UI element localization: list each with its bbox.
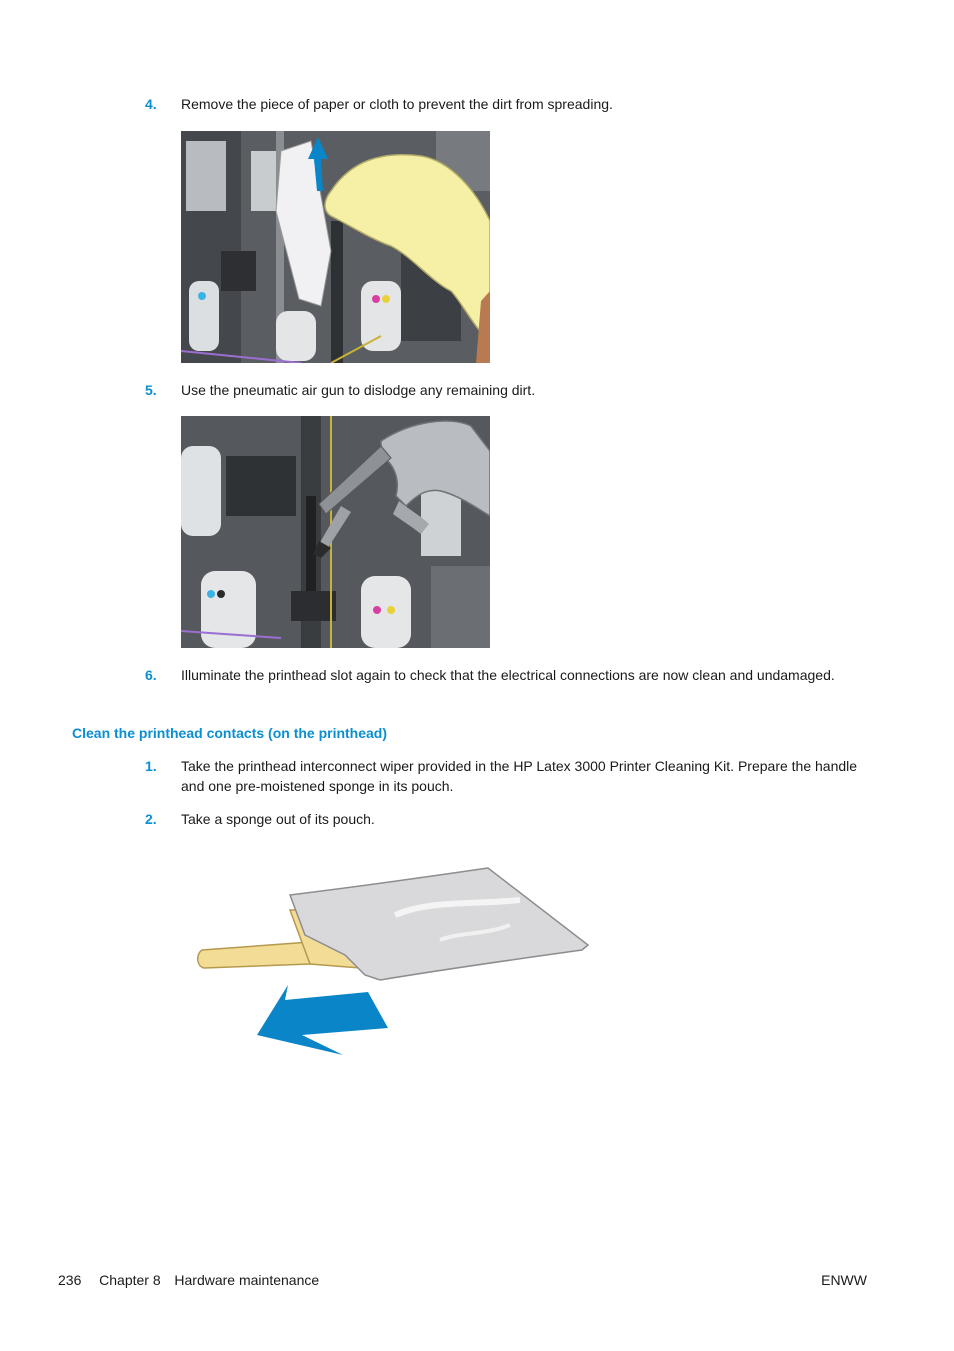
step-number: 4. (145, 96, 157, 112)
section-heading: Clean the printhead contacts (on the printhead) (72, 725, 388, 741)
figure-sponge-pouch (190, 860, 600, 1060)
step-text: Take the printhead interconnect wiper provided in the HP Latex 3000 Printer Cleaning Kit. Prepare the handle and one pre-moistened sponge in its pouch. (181, 758, 858, 794)
step-text: Use the pneumatic air gun to dislodge any remaining dirt. (181, 382, 536, 398)
footer-doc-code: ENWW (821, 1272, 867, 1288)
step-number: 1. (145, 758, 157, 774)
chapter-title: Hardware maintenance (174, 1272, 320, 1288)
figure-air-gun (181, 416, 490, 648)
step-number: 5. (145, 382, 157, 398)
step-number: 2. (145, 811, 157, 827)
step-text: Take a sponge out of its pouch. (181, 811, 375, 827)
page-number: 236 (58, 1272, 82, 1288)
chapter-label: Chapter 8 (99, 1272, 161, 1288)
footer-left (58, 1272, 319, 1288)
step-number: 6. (145, 667, 157, 683)
figure-remove-paper (181, 131, 490, 363)
step-text: Remove the piece of paper or cloth to prevent the dirt from spreading. (181, 96, 613, 112)
step-text: Illuminate the printhead slot again to check that the electrical connections are now clean and undamaged. (181, 667, 835, 683)
